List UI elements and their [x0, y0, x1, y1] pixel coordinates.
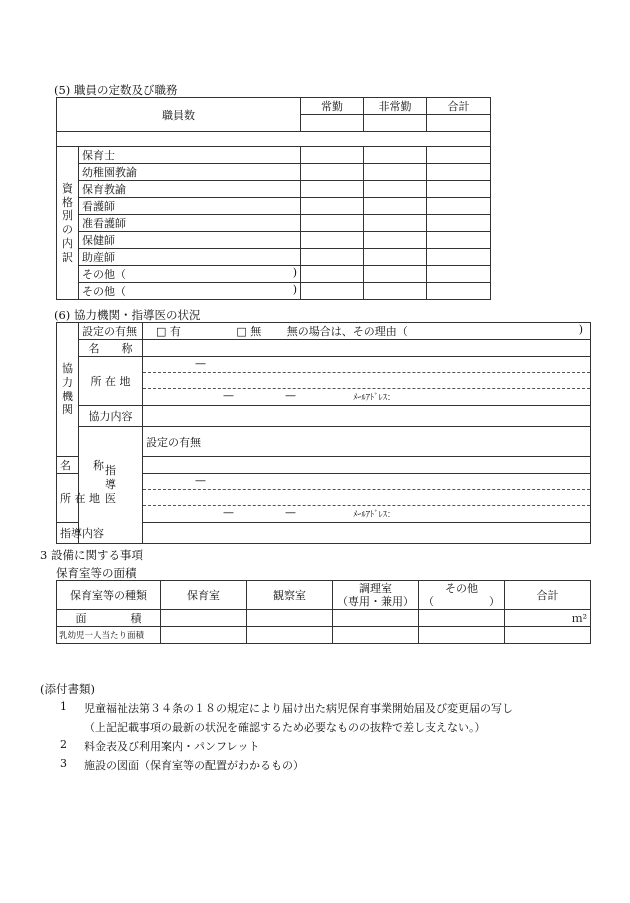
cooperation-table [56, 322, 591, 544]
attachment-num: 3 [60, 757, 67, 770]
cell[interactable] [301, 164, 364, 181]
row-label: 准看護師 [79, 215, 301, 232]
row-label-other[interactable]: その他（ ) [79, 283, 301, 300]
other-header[interactable]: その他 （ ） [419, 581, 505, 610]
address-field[interactable]: — — — ﾒｰﾙｱﾄﾞﾚｽ： [143, 357, 591, 406]
section5-title: (5) 職員の定数及び職務 [54, 83, 178, 97]
row-label: 保育教諭 [79, 181, 301, 198]
area-row-label: 面 積 [57, 610, 161, 627]
cell[interactable] [301, 147, 364, 164]
section3-title: 3 設備に関する事項 [40, 548, 143, 562]
doctor-side-label: 指 導 医 [79, 427, 143, 544]
name-label: 名 称 [57, 457, 79, 474]
cell[interactable] [161, 627, 247, 644]
cell[interactable] [427, 283, 491, 300]
col-total: 合計 [427, 98, 491, 115]
attachment-note: （上記記載事項の最新の状況を確認するため必要なものの抜粋で差し支えない。） [84, 721, 486, 734]
row-label-other[interactable]: その他（ ) [79, 266, 301, 283]
cell[interactable] [427, 198, 491, 215]
setting-options[interactable]: □ 有 □ 無 無の場合は、その理由（ ) [143, 323, 591, 340]
address-label: 所 在 地 [79, 357, 143, 406]
address-label: 所 在 地 [57, 474, 79, 523]
area-subtitle: 保育室等の面積 [56, 566, 137, 580]
content-label: 指導内容 [57, 523, 79, 544]
cell[interactable] [364, 232, 427, 249]
cell[interactable] [301, 115, 364, 132]
cell[interactable] [301, 249, 364, 266]
kind-header: 保育室等の種類 [57, 581, 161, 610]
cell[interactable] [364, 164, 427, 181]
row-label: 幼稚園教諭 [79, 164, 301, 181]
cell[interactable] [427, 164, 491, 181]
kitchen-header: 調理室 （専用・兼用） [333, 581, 419, 610]
setting-label: 設定の有無 [79, 323, 143, 340]
col-parttime: 非常勤 [364, 98, 427, 115]
cell[interactable] [427, 147, 491, 164]
per-child-row-label: 乳幼児一人当たり面積 [57, 627, 161, 644]
total-header: 合計 [505, 581, 591, 610]
cell[interactable] [247, 627, 333, 644]
address-field[interactable]: — — — ﾒｰﾙｱﾄﾞﾚｽ： [143, 474, 591, 523]
cell[interactable] [364, 147, 427, 164]
cell[interactable] [364, 198, 427, 215]
cell[interactable] [505, 627, 591, 644]
area-total-cell[interactable] [505, 610, 591, 627]
cell[interactable] [301, 215, 364, 232]
section6-title: (6) 協力機関・指導医の状況 [54, 308, 201, 322]
cell[interactable] [161, 610, 247, 627]
cell[interactable] [301, 181, 364, 198]
cell[interactable] [301, 232, 364, 249]
attachments-title: (添付書類) [40, 682, 95, 696]
cell[interactable] [419, 627, 505, 644]
cell[interactable] [333, 627, 419, 644]
observation-header: 観察室 [247, 581, 333, 610]
row-label: 看護師 [79, 198, 301, 215]
cell[interactable] [427, 215, 491, 232]
unit-label: ｍ² [571, 612, 587, 625]
name-field[interactable] [143, 340, 591, 357]
cell[interactable] [427, 249, 491, 266]
cell[interactable] [364, 283, 427, 300]
cell[interactable] [301, 198, 364, 215]
attachment-num: 1 [60, 700, 67, 713]
row-label: 保育士 [79, 147, 301, 164]
row-label: 助産師 [79, 249, 301, 266]
cell[interactable] [364, 215, 427, 232]
col-fulltime: 常勤 [301, 98, 364, 115]
content-label: 協力内容 [79, 406, 143, 427]
cell[interactable] [364, 249, 427, 266]
attachment-num: 2 [60, 738, 67, 751]
cell[interactable] [427, 115, 491, 132]
qualification-side-label: 資 格 別 の 内 訳 [57, 147, 79, 300]
cell[interactable] [247, 610, 333, 627]
cell[interactable] [364, 266, 427, 283]
cell[interactable] [427, 266, 491, 283]
row-label: 保健師 [79, 232, 301, 249]
cell[interactable] [301, 283, 364, 300]
attachment-item: 施設の図面（保育室等の配置がわかるもの） [84, 759, 304, 772]
attachment-item: 料金表及び利用案内・パンフレット [84, 740, 260, 753]
cell[interactable] [427, 181, 491, 198]
staff-table [56, 97, 491, 300]
cell[interactable] [364, 115, 427, 132]
attachment-item: 児童福祉法第３４条の１８の規定により届け出た病児保育事業開始届及び変更届の写し [84, 702, 513, 715]
content-field[interactable] [143, 406, 591, 427]
cell[interactable] [301, 266, 364, 283]
spacer-row [57, 132, 491, 147]
name-field[interactable] [143, 457, 591, 474]
setting-label: 設定の有無 [143, 427, 591, 457]
cell[interactable] [364, 181, 427, 198]
area-table [56, 580, 591, 644]
name-label: 名 称 [79, 340, 143, 357]
content-field[interactable] [143, 523, 591, 544]
staff-count-label: 職員数 [57, 98, 301, 132]
cell[interactable] [419, 610, 505, 627]
cell[interactable] [427, 232, 491, 249]
cooperation-side-label: 協 力 機 関 [57, 323, 79, 457]
cell[interactable] [333, 610, 419, 627]
nursery-header: 保育室 [161, 581, 247, 610]
